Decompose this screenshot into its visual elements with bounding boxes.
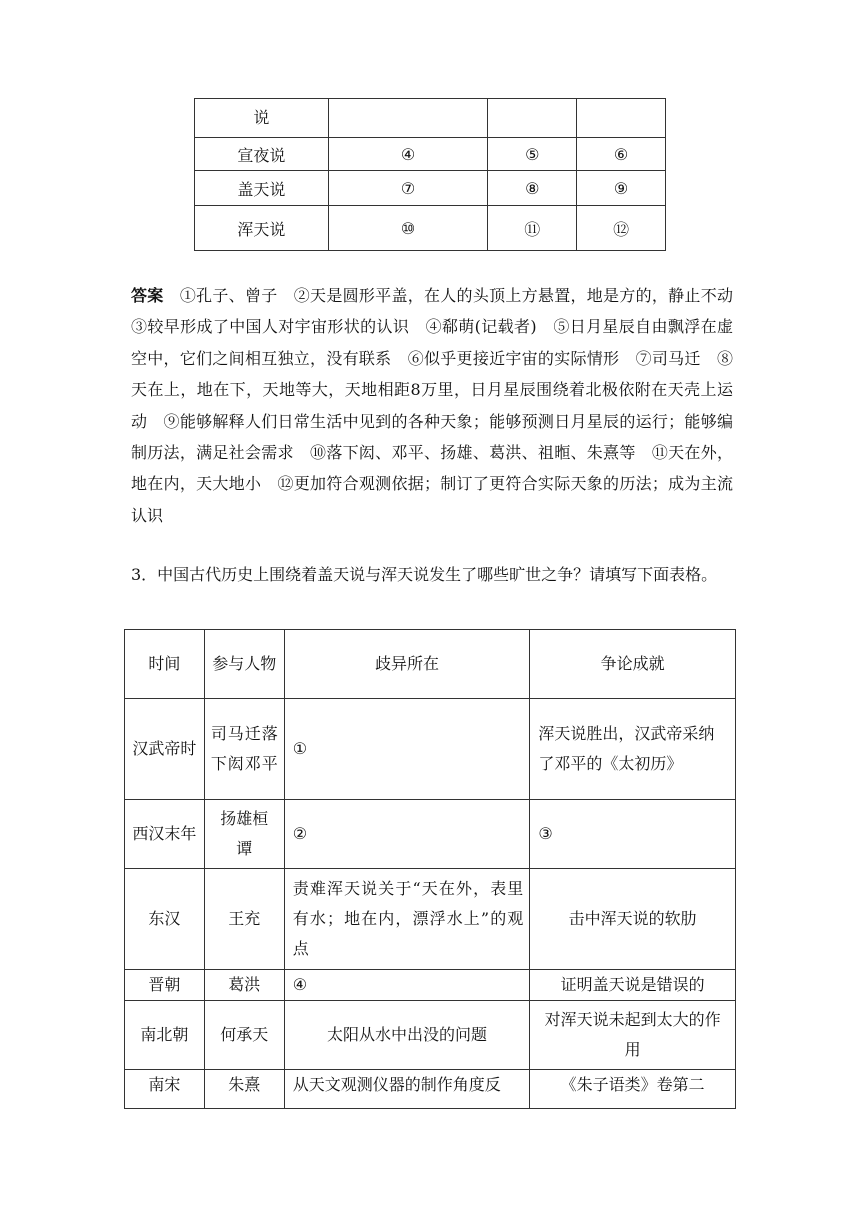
table-row: [125, 1070, 736, 1109]
question-3: 3．中国古代历史上围绕着盖天说与浑天说发生了哪些旷世之争？请填写下面表格。: [131, 565, 718, 584]
cell-dispute: ②: [284, 800, 530, 869]
cell-time: 南宋: [125, 1070, 205, 1109]
table-row: [125, 699, 736, 800]
debate-table: [124, 629, 736, 1109]
cell-result: 证明盖天说是错误的: [530, 970, 736, 1001]
cell-people: 司马迁落下闳邓平: [204, 699, 284, 800]
cell-time: 西汉末年: [125, 800, 205, 869]
table-row: [195, 138, 666, 171]
header-people: 参与人物: [204, 630, 284, 699]
header-dispute: 歧异所在: [284, 630, 530, 699]
table-row: [125, 1001, 736, 1070]
table-row: [195, 99, 666, 138]
table-cell: 盖天说: [195, 171, 329, 206]
cell-dispute: 从天文观测仪器的制作角度反: [284, 1070, 530, 1109]
cell-result: 《朱子语类》卷第二: [530, 1070, 736, 1109]
cell-people: 王充: [204, 869, 284, 970]
cell-time: 南北朝: [125, 1001, 205, 1070]
table-cell: 浑天说: [195, 206, 329, 251]
table-cell: ⑤: [488, 138, 577, 171]
table-row: [125, 869, 736, 970]
table-row: [125, 800, 736, 869]
table-cell: [577, 99, 666, 138]
answer-paragraph: [131, 280, 749, 531]
table-cell: ⑪: [488, 206, 577, 251]
cell-dispute: ①: [284, 699, 530, 800]
header-result: 争论成就: [530, 630, 736, 699]
cell-dispute: 太阳从水中出没的问题: [284, 1001, 530, 1070]
table-row: [195, 171, 666, 206]
table-cell: ⑧: [488, 171, 577, 206]
table-row: [195, 206, 666, 251]
table-row: [125, 970, 736, 1001]
table-header-row: [125, 630, 736, 699]
cell-time: 东汉: [125, 869, 205, 970]
answer-label: 答案: [131, 286, 164, 305]
cell-time: 汉武帝时: [125, 699, 205, 800]
table-cell: 说: [195, 99, 329, 138]
cell-result: 击中浑天说的软肋: [530, 869, 736, 970]
table-cell: [328, 99, 488, 138]
table-cell: ⑫: [577, 206, 666, 251]
theory-table: [194, 98, 666, 251]
cell-dispute: 责难浑天说关于“天在外，表里有水；地在内，漂浮水上”的观点: [284, 869, 530, 970]
table-cell: ⑨: [577, 171, 666, 206]
table-cell: ⑦: [328, 171, 488, 206]
cell-people: 朱熹: [204, 1070, 284, 1109]
cell-people: 扬雄桓谭: [204, 800, 284, 869]
cell-result: 对浑天说未起到太大的作用: [530, 1001, 736, 1070]
cell-result: ③: [530, 800, 736, 869]
table-cell: [488, 99, 577, 138]
table-cell: ⑥: [577, 138, 666, 171]
answer-text: ①孔子、曾子 ②天是圆形平盖，在人的头顶上方悬置，地是方的，静止不动 ③较早形成了中国人对宇宙形状的认识 ④郗萌(记载者) ⑤日月星辰自由飘浮在虚空中，它们之间相互独立，没有联系 ⑥似乎更接近宇宙的实际情形 ⑦司马迁 ⑧天在上，地在下，天地等大，天地相距8万里，日月星辰围绕着北极依附在天壳上运动 ⑨能够解释人们日常生活中见到的各种天象；能够预测日月星辰的运行；能够编制历法，满足社会需求 ⑩落下闳、邓平、扬雄、葛洪、祖暅、朱熹等 ⑪天在外，地在内，天大地小 ⑫更加符合观测依据；制订了更符合实际天象的历法；成为主流认识: [131, 286, 749, 525]
cell-people: 何承天: [204, 1001, 284, 1070]
cell-time: 晋朝: [125, 970, 205, 1001]
table-cell: 宣夜说: [195, 138, 329, 171]
cell-dispute: ④: [284, 970, 530, 1001]
header-time: 时间: [125, 630, 205, 699]
cell-result: 浑天说胜出，汉武帝采纳了邓平的《太初历》: [530, 699, 736, 800]
table-cell: ⑩: [328, 206, 488, 251]
cell-people: 葛洪: [204, 970, 284, 1001]
table-cell: ④: [328, 138, 488, 171]
